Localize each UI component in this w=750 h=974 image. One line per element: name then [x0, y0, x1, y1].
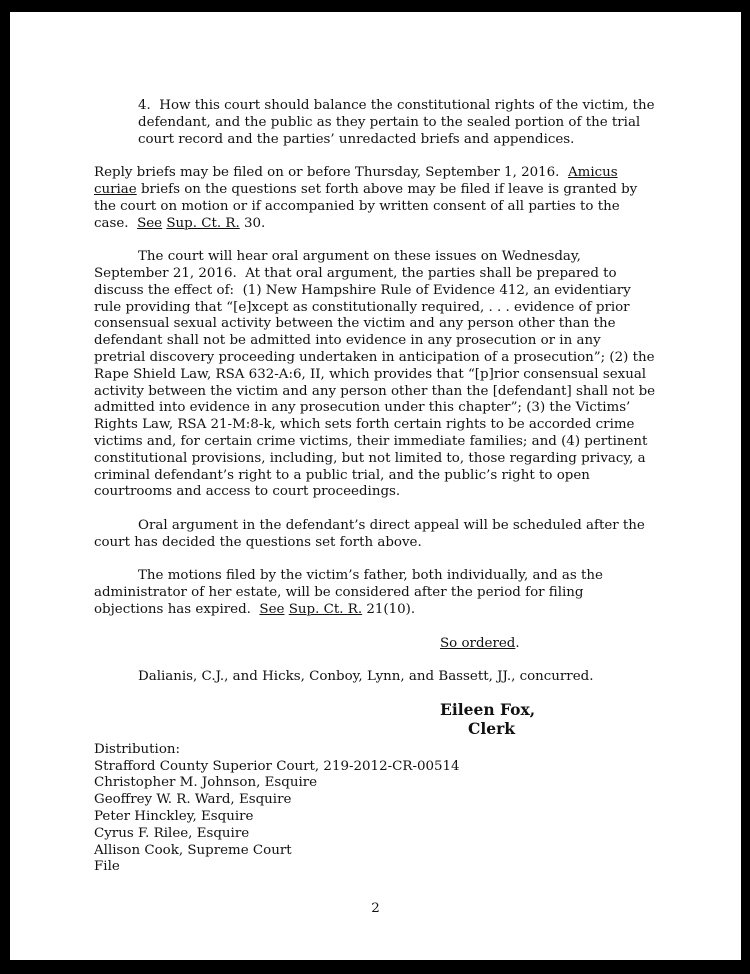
- rule-number: 21(10).: [362, 601, 416, 617]
- oral-argument-paragraph: The court will hear oral argument on these issues on Wednesday, September 21, 2016. At that oral argument, the parties shall be prepared to discuss the effect of: (1) New Hampshire Rule of Evidence 412, an evidentiary rule providing that “[e]xcept as constitutionally required, . . . evidence of prior consensual sexual activity between the victim and any person other than the defendant shall not be admitted into evidence in any prosecution or in any pretrial discovery proceeding undertaken in anticipation of a prosecution”; (2) the Rape Shield Law, RSA 632-A:6, II, which provides that “[p]rior consensual sexual activity between the victim and any person other than the [defendant] shall not be admitted into evidence in any prosecution under this chapter”; (3) the Victims’ Rights Law, RSA 21-M:8-k, which sets forth certain rights to be accorded crime victims and, for certain crime victims, their immediate families; and (4) pertinent constitutional provisions, including, but not limited to, those regarding privacy, a criminal defendant’s right to a public trial, and the public’s right to open courtrooms and access to court proceedings.: [94, 249, 656, 500]
- clerk-name: Eileen Fox,: [440, 699, 536, 719]
- concurrence: Dalianis, C.J., and Hicks, Conboy, Lynn, and Bassett, JJ., concurred.: [138, 669, 594, 685]
- document-page: [10, 12, 741, 960]
- distribution-heading: Distribution:: [94, 741, 181, 757]
- so-ordered: [440, 636, 656, 653]
- rule-citation: Sup. Ct. R.: [166, 215, 240, 231]
- see-citation: See: [259, 601, 285, 617]
- list-item: Strafford County Superior Court, 219-2012-CR-00514: [94, 758, 460, 774]
- reply-briefs-paragraph: [94, 165, 656, 232]
- see-citation: See: [137, 215, 163, 231]
- so-ordered-period: .: [515, 635, 520, 651]
- list-item: Cyrus F. Rilee, Esquire: [94, 825, 250, 841]
- clerk-title: Clerk: [468, 718, 515, 738]
- reply-text-2: briefs on the questions set forth above may be filed if leave is granted by the court on motion or if accompanied by written consent of all parties to the case.: [94, 181, 638, 231]
- list-item: Peter Hinckley, Esquire: [94, 809, 254, 825]
- amicus-curiae: Amicus curiae: [94, 165, 618, 197]
- rule-citation: Sup. Ct. R.: [288, 601, 363, 617]
- reply-text-1: Reply briefs may be filed on or before Thursday, September 1, 2016.: [94, 165, 568, 181]
- question-4: 4. How this court should balance the constitutional rights of the victim, the defendant, and the public as they pertain to the sealed portion of the trial court record and the parties’ unredacted briefs and appendices.: [138, 98, 655, 147]
- motions-text: The motions filed by the victim’s father, both individually, and as the administrator of her estate, will be considered after the period for filing objections has expired.: [94, 568, 603, 617]
- motions-paragraph: [94, 568, 656, 618]
- so-ordered-text: So ordered: [440, 635, 516, 651]
- direct-appeal-paragraph: Oral argument in the defendant’s direct appeal will be scheduled after the court has decided the questions set forth above.: [94, 517, 645, 550]
- list-item: Christopher M. Johnson, Esquire: [94, 775, 318, 791]
- list-item: Allison Cook, Supreme Court: [94, 842, 292, 858]
- list-item: File: [94, 859, 120, 875]
- document-body: [94, 98, 656, 876]
- rule-number: 30.: [239, 215, 266, 231]
- list-item: Geoffrey W. R. Ward, Esquire: [94, 792, 292, 808]
- page-number: 2: [371, 901, 380, 916]
- distribution-list: [94, 742, 656, 876]
- clerk-signature: [440, 700, 656, 738]
